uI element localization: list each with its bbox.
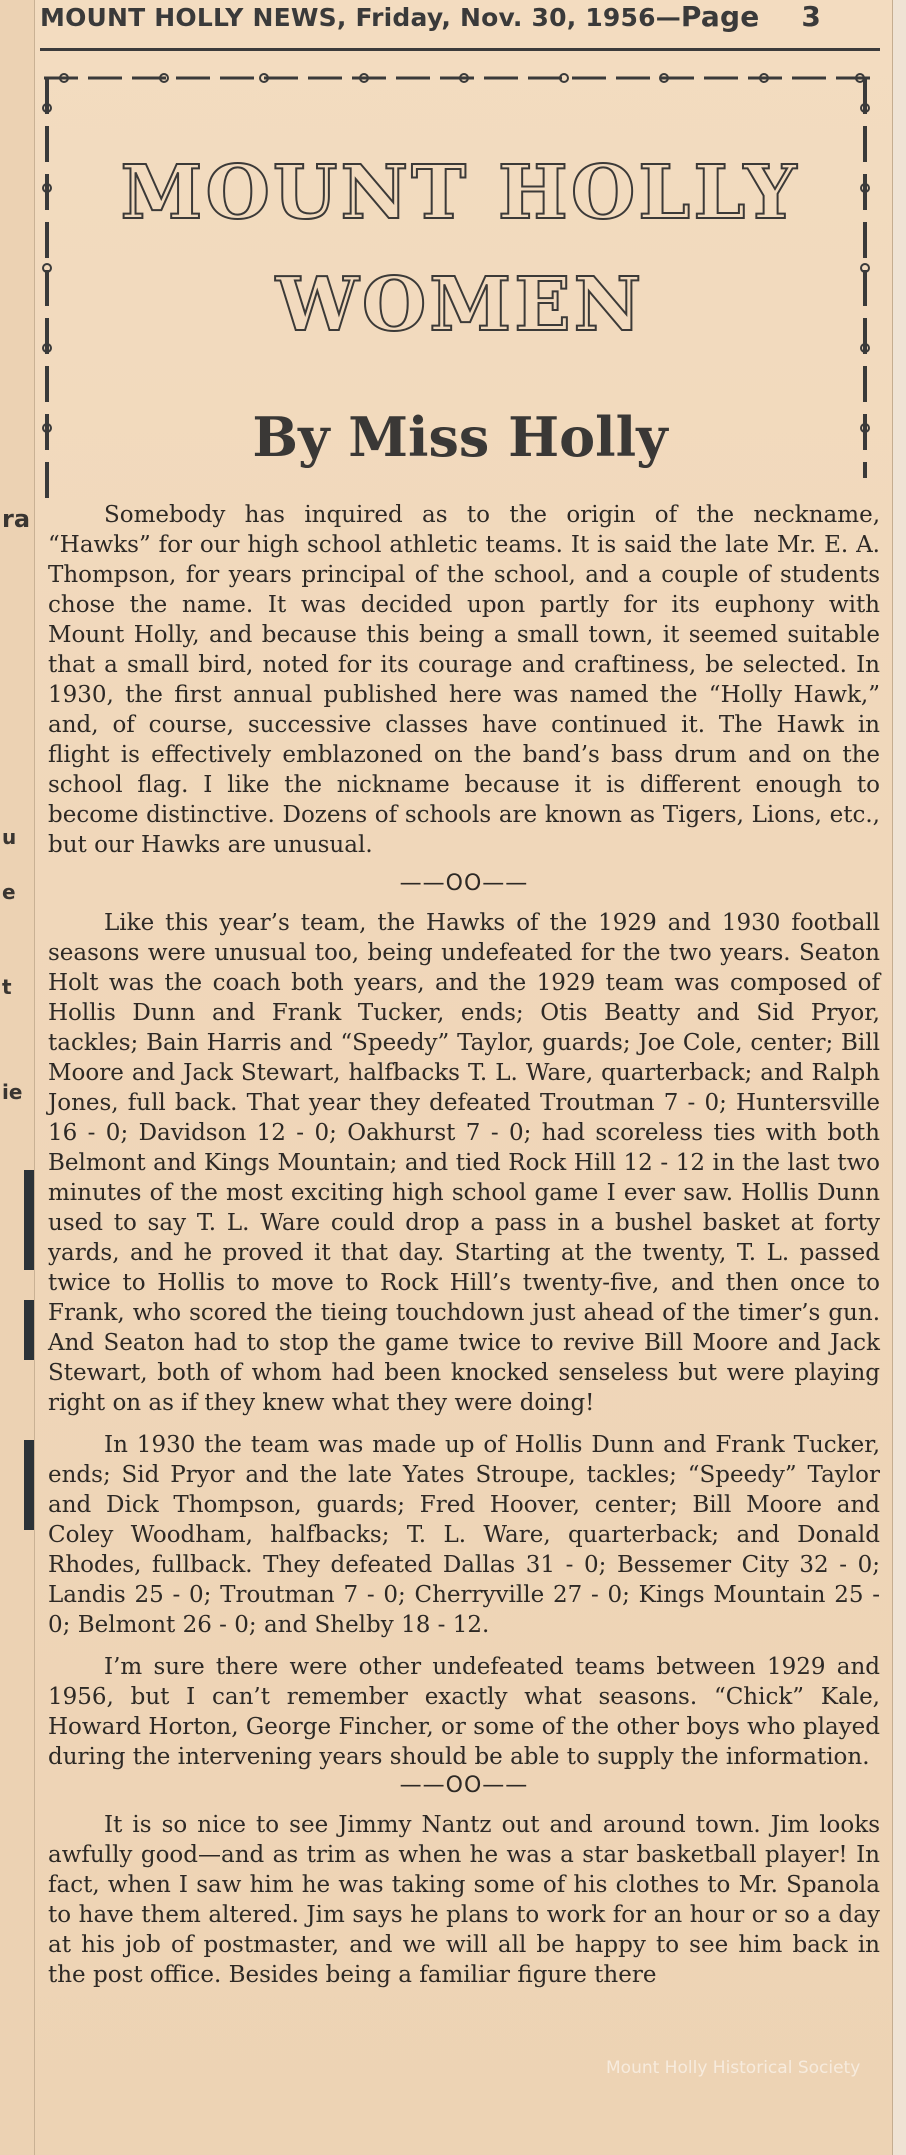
article-paragraph: In 1930 the team was made up of Hollis Dunn and Frank Tucker, ends; Sid Pryor and the late Yates Stroupe, tackles; “Speedy” Taylor and Dick Thompson, guards; Fred Hoover, center; Bill Moore and Coley Woodham, halfbacks; T. L. Ware, quarterback; and Donald Rhodes, fullback. They defeated Dallas 31 - 0; Bessemer City 32 - 0; Landis 25 - 0; Troutman 7 - 0; Cherryville 27 - 0; Kings Mountain 25 - 0; Belmont 26 - 0; and Shelby 18 - 12.: [48, 1432, 880, 1638]
article-paragraph: I’m sure there were other undefeated teams between 1929 and 1956, but I can’t remember exactly what seasons. “Chick” Kale, Howard Horton, George Fincher, or some of the other boys who played during the intervening years should be able to supply the information.: [48, 1654, 880, 1770]
edge-fragment: ie: [2, 1080, 23, 1104]
page-number: 3: [801, 0, 822, 33]
article-body: [48, 500, 880, 2002]
edge-rule: [24, 1170, 34, 1270]
masthead-text: MOUNT HOLLY NEWS, Friday, Nov. 30, 1956—: [40, 3, 681, 32]
edge-rule: [24, 1300, 34, 1360]
article-paragraph: Like this year’s team, the Hawks of the 1929 and 1930 football seasons were unusual too, being undefeated for the two years. Seaton Holt was the coach both years, and the 1929 team was composed of Hollis Dunn and Frank Tucker, ends; Otis Beatty and Sid Pryor, tackles; Bain Harris and “Speedy” Taylor, guards; Joe Cole, center; Bill Moore and Jack Stewart, halfbacks T. L. Ware, quarterback; and Ralph Jones, full back. That year they defeated Troutman 7 - 0; Huntersville 16 - 0; Davidson 12 - 0; Oakhurst 7 - 0; had scoreless ties with both Belmont and Kings Mountain; and tied Rock Hill 12 - 12 in the last two minutes of the most exciting high school game I ever saw. Hollis Dunn used to say T. L. Ware could drop a pass in a bushel basket at forty yards, and he proved it that day. Starting at the twenty, T. L. passed twice to Hollis to move to Rock Hill’s twenty-five, and then once to Frank, who scored the tieing touchdown just ahead of the timer’s gun. And Seaton had to stop the game twice to revive Bill Moore and Jack Stewart, both of whom had been knocked senseless but were playing right on as if they knew what they were doing!: [48, 910, 880, 1416]
clipping-right-edge: [892, 0, 906, 2155]
ornamental-border-top: [44, 70, 880, 86]
masthead: [40, 0, 890, 38]
section-separator: ——OO——: [399, 871, 529, 896]
edge-fragment: ra: [2, 505, 31, 533]
byline: By Miss Holly: [252, 405, 668, 469]
edge-rule: [24, 1440, 34, 1530]
adjacent-column-edge: [0, 0, 35, 2155]
edge-fragment: e: [2, 880, 16, 904]
watermark: Mount Holly Historical Society: [606, 2058, 861, 2078]
edge-fragment: u: [2, 825, 17, 849]
headline-line-2: WOMEN: [275, 262, 645, 348]
headline-line-1: MOUNT HOLLY: [120, 150, 800, 236]
masthead-rule: [40, 48, 880, 51]
ornamental-border-right: [858, 78, 872, 478]
edge-fragment: t: [2, 975, 12, 999]
article-paragraph: It is so nice to see Jimmy Nantz out and around town. Jim looks awfully good—and as trim as when he was a star basketball player! In fact, when I saw him he was taking some of his clothes to Mr. Spanola to have them altered. Jim says he plans to work for an hour or so a day at his job of postmaster, and we will all be happy to see him back in the post office. Besides being a familiar figure there: [48, 1812, 880, 1988]
page-label: Page: [680, 0, 760, 33]
ornamental-border-left: [40, 78, 54, 498]
article-paragraph: Somebody has inquired as to the origin of the neckname, “Hawks” for our high school athletic teams. It is said the late Mr. E. A. Thompson, for years principal of the school, and a couple of students chose the name. It was decided upon partly for its euphony with Mount Holly, and because this being a small town, it seemed suitable that a small bird, noted for its courage and craftiness, be selected. In 1930, the first annual published here was named the “Holly Hawk,” and, of course, successive classes have continued it. The Hawk in flight is effectively emblazoned on the band’s bass drum and on the school flag. I like the nickname because it is different enough to become distinctive. Dozens of schools are known as Tigers, Lions, etc., but our Hawks are unusual.: [48, 502, 880, 858]
section-separator: ——OO——: [399, 1773, 529, 1798]
